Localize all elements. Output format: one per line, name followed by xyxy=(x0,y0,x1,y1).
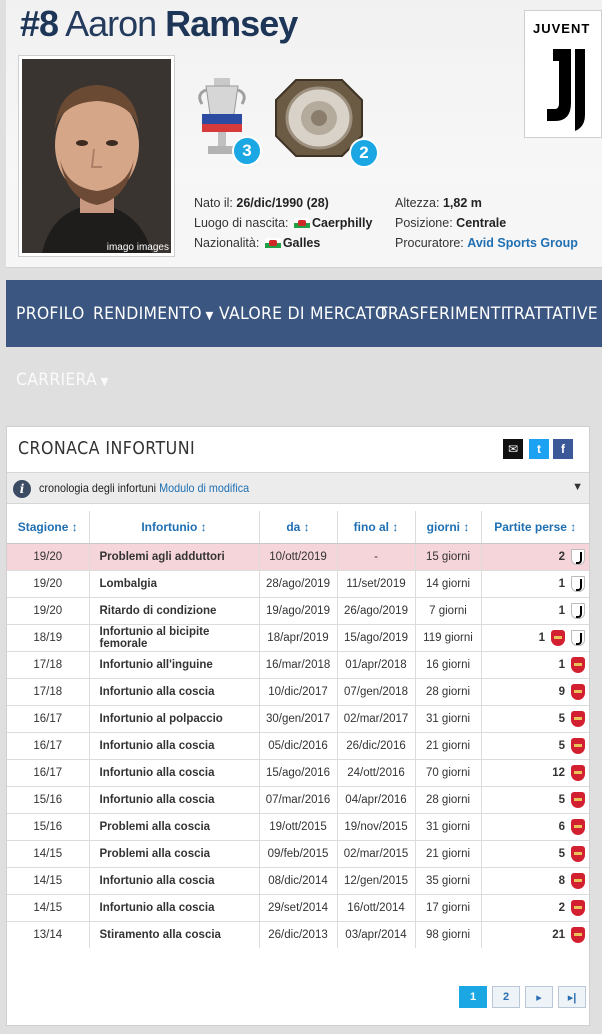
games-missed-cell xyxy=(481,543,589,570)
nav-item-valore-di-mercato[interactable]: VALORE DI MERCATO xyxy=(219,304,388,324)
to-date-cell: 02/mar/2017 xyxy=(337,705,415,732)
arsenal-club-icon[interactable] xyxy=(571,792,585,808)
facebook-share-button[interactable] xyxy=(553,439,573,459)
column-header-days[interactable]: giorni ↕ xyxy=(415,511,481,543)
to-date-cell: 12/gen/2015 xyxy=(337,867,415,894)
arsenal-club-icon[interactable] xyxy=(571,765,585,781)
table-row xyxy=(7,786,589,813)
to-date-cell: 26/ago/2019 xyxy=(337,597,415,624)
mail-share-button[interactable] xyxy=(503,439,523,459)
games-missed-count: 5 xyxy=(558,847,565,860)
mail-icon: ✉ xyxy=(507,442,519,456)
injury-cell: Lombalgia xyxy=(89,570,259,597)
column-header-from[interactable]: da ↕ xyxy=(259,511,337,543)
games-missed-cell xyxy=(481,813,589,840)
twitter-icon: t xyxy=(537,442,541,456)
info-column-right xyxy=(395,193,578,253)
games-missed-count: 2 xyxy=(558,901,565,914)
days-cell: 21 giorni xyxy=(415,732,481,759)
to-date-cell: - xyxy=(337,543,415,570)
photo-credit: imago images xyxy=(106,242,169,253)
injury-table xyxy=(7,511,589,948)
from-date-cell: 30/gen/2017 xyxy=(259,705,337,732)
to-date-cell: 15/ago/2019 xyxy=(337,624,415,651)
from-date-cell: 19/ott/2015 xyxy=(259,813,337,840)
injury-history-box xyxy=(6,426,590,1026)
trophy-count-badge: 2 xyxy=(349,138,379,168)
player-number: #8 xyxy=(20,3,59,44)
player-photo[interactable] xyxy=(18,55,175,257)
games-missed-cell xyxy=(481,840,589,867)
edit-form-link[interactable]: Modulo di modifica xyxy=(159,481,250,495)
games-missed-count: 8 xyxy=(558,874,565,887)
arsenal-club-icon[interactable] xyxy=(571,684,585,700)
to-date-cell: 24/ott/2016 xyxy=(337,759,415,786)
games-missed-cell xyxy=(481,786,589,813)
table-row xyxy=(7,678,589,705)
injury-cell: Ritardo di condizione xyxy=(89,597,259,624)
player-header xyxy=(6,0,602,268)
info-born: Nato il: 26/dic/1990 (28) xyxy=(194,196,329,210)
arsenal-club-icon[interactable] xyxy=(571,846,585,862)
main-nav xyxy=(6,280,602,418)
from-date-cell: 29/set/2014 xyxy=(259,894,337,921)
games-missed-count: 1 xyxy=(538,631,545,644)
column-header-games-missed[interactable]: Partite perse ↕ xyxy=(481,511,589,543)
games-missed-cell xyxy=(481,705,589,732)
days-cell: 119 giorni xyxy=(415,624,481,651)
season-cell: 18/19 xyxy=(7,624,89,651)
fa-cup-trophy[interactable] xyxy=(194,76,254,166)
games-missed-cell xyxy=(481,867,589,894)
page-2-button[interactable]: 2 xyxy=(492,986,520,1008)
injury-cell: Infortunio alla coscia xyxy=(89,786,259,813)
club-logo[interactable] xyxy=(524,10,602,138)
days-cell: 35 giorni xyxy=(415,867,481,894)
info-nationality: Nazionalità: Galles xyxy=(194,236,321,250)
days-cell: 70 giorni xyxy=(415,759,481,786)
from-date-cell: 07/mar/2016 xyxy=(259,786,337,813)
table-row xyxy=(7,840,589,867)
from-date-cell: 10/dic/2017 xyxy=(259,678,337,705)
from-date-cell: 10/ott/2019 xyxy=(259,543,337,570)
nav-item-trattative[interactable]: TRATTATIVE xyxy=(504,304,598,324)
club-logo-text: JUVENT xyxy=(533,21,591,36)
season-cell: 17/18 xyxy=(7,651,89,678)
wales-flag-icon xyxy=(294,218,310,228)
chevron-down-icon: ▼ xyxy=(205,309,214,322)
games-missed-count: 12 xyxy=(552,766,565,779)
injury-cell: Infortunio alla coscia xyxy=(89,732,259,759)
injury-cell: Infortunio al polpaccio xyxy=(89,705,259,732)
juve-club-icon[interactable] xyxy=(571,549,585,565)
info-height: Altezza: 1,82 m xyxy=(395,196,482,210)
games-missed-count: 2 xyxy=(558,550,565,563)
injury-table-body xyxy=(7,543,589,948)
games-missed-count: 5 xyxy=(558,793,565,806)
table-row xyxy=(7,543,589,570)
from-date-cell: 15/ago/2016 xyxy=(259,759,337,786)
last-page-button[interactable]: ▸| xyxy=(558,986,586,1008)
days-cell: 15 giorni xyxy=(415,543,481,570)
games-missed-count: 6 xyxy=(558,820,565,833)
games-missed-count: 21 xyxy=(552,928,565,941)
nav-item-rendimento[interactable]: RENDIMENTO ▼ xyxy=(93,304,214,324)
days-cell: 7 giorni xyxy=(415,597,481,624)
days-cell: 14 giorni xyxy=(415,570,481,597)
column-header-season[interactable]: Stagione ↕ xyxy=(7,511,89,543)
injury-cell: Infortunio all'inguine xyxy=(89,651,259,678)
season-cell: 17/18 xyxy=(7,678,89,705)
juve-club-icon[interactable] xyxy=(571,576,585,592)
arsenal-club-icon[interactable] xyxy=(571,873,585,889)
games-missed-count: 1 xyxy=(558,577,565,590)
season-cell: 19/20 xyxy=(7,597,89,624)
games-missed-cell xyxy=(481,651,589,678)
wales-flag-icon xyxy=(265,238,281,248)
table-row xyxy=(7,705,589,732)
to-date-cell: 03/apr/2014 xyxy=(337,921,415,948)
to-date-cell: 02/mar/2015 xyxy=(337,840,415,867)
table-row xyxy=(7,813,589,840)
days-cell: 28 giorni xyxy=(415,678,481,705)
to-date-cell: 16/ott/2014 xyxy=(337,894,415,921)
arsenal-club-icon[interactable] xyxy=(571,927,585,943)
page-1-button[interactable]: 1 xyxy=(459,986,487,1008)
from-date-cell: 09/feb/2015 xyxy=(259,840,337,867)
info-agent: Procuratore: Avid Sports Group xyxy=(395,236,578,250)
from-date-cell: 08/dic/2014 xyxy=(259,867,337,894)
from-date-cell: 26/dic/2013 xyxy=(259,921,337,948)
days-cell: 28 giorni xyxy=(415,786,481,813)
arsenal-club-icon[interactable] xyxy=(571,657,585,673)
from-date-cell: 28/ago/2019 xyxy=(259,570,337,597)
games-missed-count: 5 xyxy=(558,739,565,752)
table-row xyxy=(7,651,589,678)
arsenal-club-icon[interactable] xyxy=(571,819,585,835)
injury-cell: Infortunio alla coscia xyxy=(89,894,259,921)
filter-bar[interactable] xyxy=(7,472,589,504)
table-row xyxy=(7,597,589,624)
arsenal-club-icon[interactable] xyxy=(571,738,585,754)
arsenal-club-icon[interactable] xyxy=(571,900,585,916)
injury-cell: Infortunio al bicipite femorale xyxy=(89,624,259,651)
info-position: Posizione: Centrale xyxy=(395,216,507,230)
games-missed-cell xyxy=(481,678,589,705)
days-cell: 21 giorni xyxy=(415,840,481,867)
from-date-cell: 19/ago/2019 xyxy=(259,597,337,624)
games-missed-cell xyxy=(481,921,589,948)
info-birthplace: Luogo di nascita: Caerphilly xyxy=(194,216,373,230)
info-column-left xyxy=(194,193,372,253)
from-date-cell: 16/mar/2018 xyxy=(259,651,337,678)
info-icon: i xyxy=(13,480,31,498)
twitter-share-button[interactable] xyxy=(529,439,549,459)
games-missed-cell xyxy=(481,570,589,597)
table-row xyxy=(7,570,589,597)
games-missed-count: 5 xyxy=(558,712,565,725)
season-cell: 19/20 xyxy=(7,543,89,570)
from-date-cell: 18/apr/2019 xyxy=(259,624,337,651)
games-missed-count: 9 xyxy=(558,685,565,698)
to-date-cell: 11/set/2019 xyxy=(337,570,415,597)
games-missed-count: 1 xyxy=(558,604,565,617)
filter-description: cronologia degli infortuni Modulo di modifica xyxy=(39,481,250,495)
trophy-count-badge: 3 xyxy=(232,136,262,166)
player-first-name: Aaron xyxy=(65,3,157,44)
table-row xyxy=(7,624,589,651)
season-cell: 14/15 xyxy=(7,894,89,921)
player-name xyxy=(20,2,297,46)
season-cell: 16/17 xyxy=(7,759,89,786)
facebook-icon: f xyxy=(561,442,565,456)
table-row xyxy=(7,759,589,786)
table-row xyxy=(7,921,589,948)
season-cell: 14/15 xyxy=(7,867,89,894)
chevron-down-icon: ▼ xyxy=(100,375,109,388)
community-shield-trophy[interactable] xyxy=(274,78,374,170)
player-portrait-image xyxy=(22,59,171,253)
injury-cell: Infortunio alla coscia xyxy=(89,867,259,894)
arsenal-club-icon[interactable] xyxy=(551,630,565,646)
injury-cell: Infortunio alla coscia xyxy=(89,678,259,705)
arsenal-club-icon[interactable] xyxy=(571,711,585,727)
to-date-cell: 19/nov/2015 xyxy=(337,813,415,840)
to-date-cell: 04/apr/2016 xyxy=(337,786,415,813)
box-title: CRONACA INFORTUNI xyxy=(18,438,196,459)
days-cell: 31 giorni xyxy=(415,705,481,732)
column-header-to[interactable]: fino al ↕ xyxy=(337,511,415,543)
season-cell: 16/17 xyxy=(7,705,89,732)
days-cell: 17 giorni xyxy=(415,894,481,921)
games-missed-cell xyxy=(481,894,589,921)
nav-item-carriera[interactable]: CARRIERA ▼ xyxy=(16,370,109,390)
injury-cell: Problemi alla coscia xyxy=(89,840,259,867)
games-missed-count: 1 xyxy=(558,658,565,671)
table-row xyxy=(7,894,589,921)
season-cell: 15/16 xyxy=(7,813,89,840)
season-cell: 14/15 xyxy=(7,840,89,867)
nav-item-profilo[interactable]: PROFILO xyxy=(16,304,85,324)
nav-item-trasferimenti[interactable]: TRASFERIMENTI xyxy=(378,304,506,324)
to-date-cell: 07/gen/2018 xyxy=(337,678,415,705)
to-date-cell: 26/dic/2016 xyxy=(337,732,415,759)
juve-club-icon[interactable] xyxy=(571,603,585,619)
to-date-cell: 01/apr/2018 xyxy=(337,651,415,678)
injury-cell: Infortunio alla coscia xyxy=(89,759,259,786)
days-cell: 16 giorni xyxy=(415,651,481,678)
season-cell: 16/17 xyxy=(7,732,89,759)
season-cell: 15/16 xyxy=(7,786,89,813)
days-cell: 98 giorni xyxy=(415,921,481,948)
injury-cell: Stiramento alla coscia xyxy=(89,921,259,948)
injury-cell: Problemi agli adduttori xyxy=(89,543,259,570)
agent-link[interactable]: Avid Sports Group xyxy=(467,236,578,250)
from-date-cell: 05/dic/2016 xyxy=(259,732,337,759)
next-page-button[interactable]: ▸ xyxy=(525,986,553,1008)
player-last-name: Ramsey xyxy=(165,3,298,44)
games-missed-cell xyxy=(481,624,589,651)
games-missed-cell xyxy=(481,732,589,759)
injury-cell: Problemi alla coscia xyxy=(89,813,259,840)
table-row xyxy=(7,867,589,894)
games-missed-cell xyxy=(481,759,589,786)
games-missed-cell xyxy=(481,597,589,624)
column-header-injury[interactable]: Infortunio ↕ xyxy=(89,511,259,543)
expand-filter-icon[interactable]: ▼ xyxy=(572,481,583,493)
days-cell: 31 giorni xyxy=(415,813,481,840)
season-cell: 13/14 xyxy=(7,921,89,948)
season-cell: 19/20 xyxy=(7,570,89,597)
table-row xyxy=(7,732,589,759)
juve-club-icon[interactable] xyxy=(571,630,585,646)
table-header-row xyxy=(7,511,589,543)
